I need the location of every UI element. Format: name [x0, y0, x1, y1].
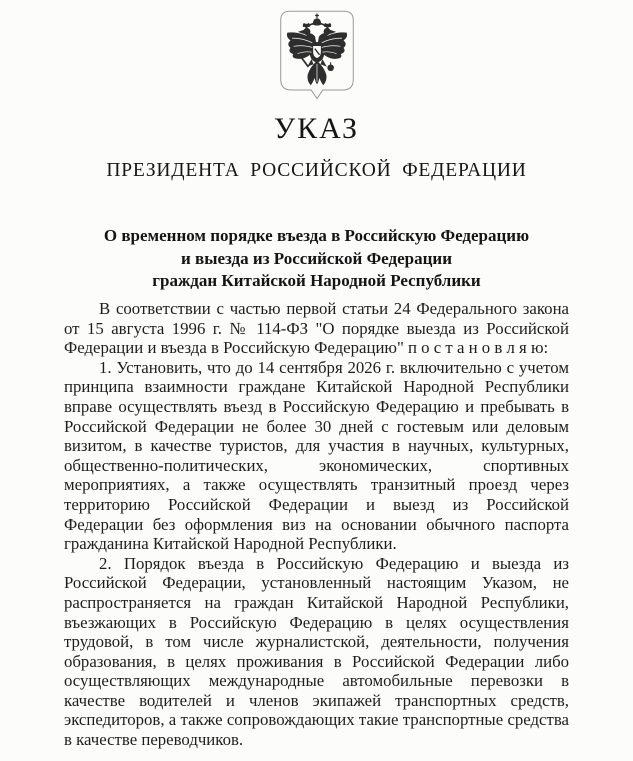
decree-subject-line-2: и выезда из Российской Федерации [180, 248, 452, 268]
decree-subject [40, 225, 593, 293]
decree-subject-line-1: О временном порядке въезда в Российскую Федерацию [103, 226, 530, 245]
decree-title: УКАЗ [273, 112, 360, 145]
decree-issuer: ПРЕЗИДЕНТА РОССИЙСКОЙ ФЕДЕРАЦИИ [106, 160, 527, 181]
decree-subject-line-3: граждан Китайской Народной Республики [152, 271, 481, 290]
decree-body [64, 299, 569, 750]
russian-coat-of-arms [278, 8, 356, 108]
paragraph-item-2: 2. Порядок въезда в Российскую Федерацию и выезда из Российской Федерации, установленный настоящим Указом, не распространяется на граждан Китайской Народной Республики, въезжающих в Российскую Федерацию в целях осуществления трудовой, в том числе журналистской, деятельности, получения образования, в целях проживания в Российской Федерации либо осуществляющих международные автомобильные перевозки в качестве водителей и членов экипажей транспортных средств, экспедиторов, а также сопровождающих такие транспортные средства в качестве переводчиков. [64, 553, 569, 750]
double-headed-eagle-icon [278, 8, 356, 108]
paragraph-item-1: 1. Установить, что до 14 сентября 2026 г. включительно с учетом принципа взаимности граждане Китайской Народной Республики вправе осуществлять въезд в Российскую Федерацию и пребывать в Российской Федерации не более 30 дней с гостевым или деловым визитом, в качестве туристов, для участия в научных, культурных, общественно-политических, экономических, спортивных мероприятиях, а также осуществлять транзитный проезд через территорию Российской Федерации и выезд из Российской Федерации без оформления виз на основании обычного паспорта гражданина Китайской Народной Республики. [64, 357, 569, 554]
paragraph-preamble: В соответствии с частью первой статьи 24 Федерального закона от 15 августа 1996 г. № 114-ФЗ "О порядке выезда из Российской Федерации и въезда в Российскую Федерацию" п о с т а н о в л я ю: [64, 299, 569, 358]
